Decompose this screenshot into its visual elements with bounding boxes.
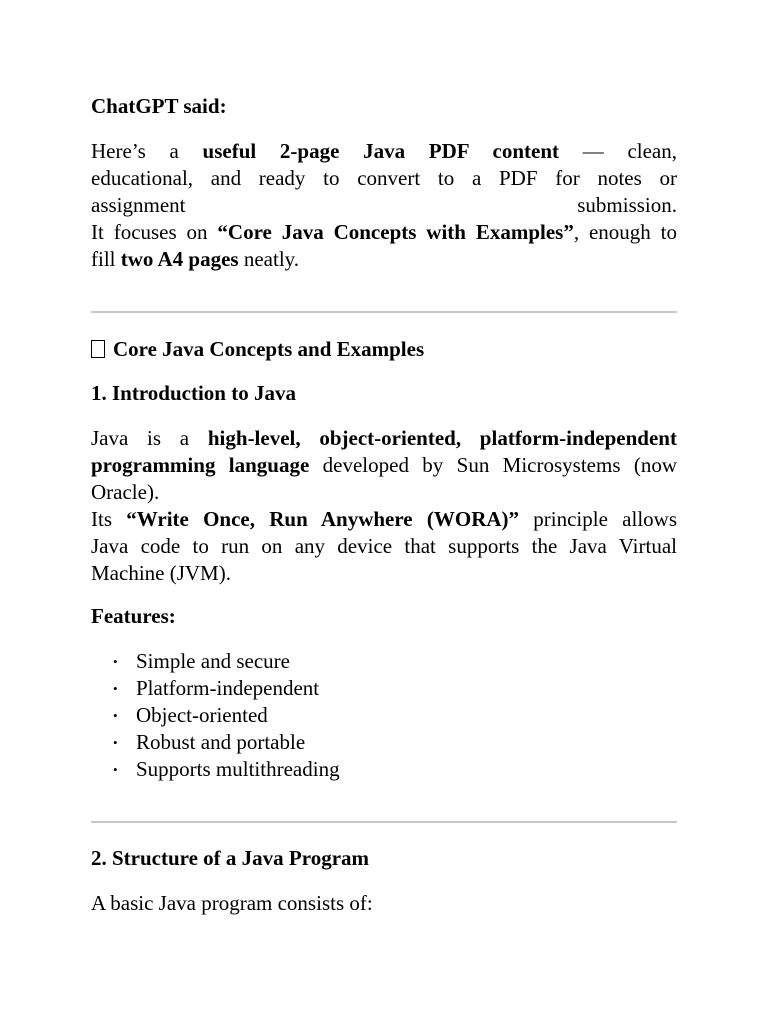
intro-paragraph: [91, 138, 677, 273]
bullet-icon: •: [113, 735, 118, 750]
list-item: • Object-oriented: [113, 703, 268, 727]
java-intro-paragraph: [91, 425, 677, 587]
intro-line-2: educational, and ready to convert to a PDF for notes or: [91, 166, 677, 190]
java-line-2: programming language developed by Sun Microsystems (now: [91, 453, 677, 477]
list-item: • Platform-independent: [113, 676, 320, 700]
horizontal-divider: [91, 821, 677, 823]
java-line-4: Its “Write Once, Run Anywhere (WORA)” principle allows: [91, 507, 677, 531]
intro-emphasis-pages: two A4 pages: [120, 247, 239, 271]
section-2-heading: 2. Structure of a Java Program: [91, 846, 370, 870]
java-line-3: Oracle).: [91, 480, 160, 504]
intro-emphasis-topic: “Core Java Concepts with Examples”: [217, 220, 574, 244]
section-2-text: A basic Java program consists of:: [91, 891, 373, 915]
horizontal-divider: [91, 311, 677, 313]
java-line-1: Java is a high-level, object-oriented, platform-independent: [91, 426, 677, 450]
features-list: [91, 648, 340, 783]
java-emphasis-wora: “Write Once, Run Anywhere (WORA)”: [126, 507, 520, 531]
features-label: Features:: [91, 604, 176, 628]
bullet-icon: •: [113, 708, 118, 723]
bullet-icon: •: [113, 654, 118, 669]
intro-line-4: It focuses on “Core Java Concepts with Examples”, enough to: [91, 220, 677, 244]
bullet-icon: •: [113, 762, 118, 777]
java-line-6: Machine (JVM).: [91, 561, 231, 585]
section-1-heading: 1. Introduction to Java: [91, 381, 296, 405]
list-item: • Simple and secure: [113, 649, 290, 673]
java-emphasis-language: programming language: [91, 453, 310, 477]
intro-line-5: fill two A4 pages neatly.: [91, 247, 300, 271]
speaker-label: ChatGPT said:: [91, 94, 227, 118]
bullet-icon: •: [113, 681, 118, 696]
missing-glyph-icon: [91, 340, 105, 358]
main-heading-text: Core Java Concepts and Examples: [113, 337, 425, 361]
intro-line-3: assignment submission.: [91, 193, 677, 217]
list-item: • Supports multithreading: [113, 757, 340, 781]
main-heading: [91, 336, 424, 363]
list-item: • Robust and portable: [113, 730, 306, 754]
intro-line-1: Here’s a useful 2-page Java PDF content — clean,: [91, 139, 677, 163]
intro-emphasis-content: useful 2-page Java PDF content: [202, 139, 560, 163]
java-line-5: Java code to run on any device that supports the Java Virtual: [91, 534, 677, 558]
java-emphasis-traits: high-level, object-oriented, platform-independent: [207, 426, 677, 450]
